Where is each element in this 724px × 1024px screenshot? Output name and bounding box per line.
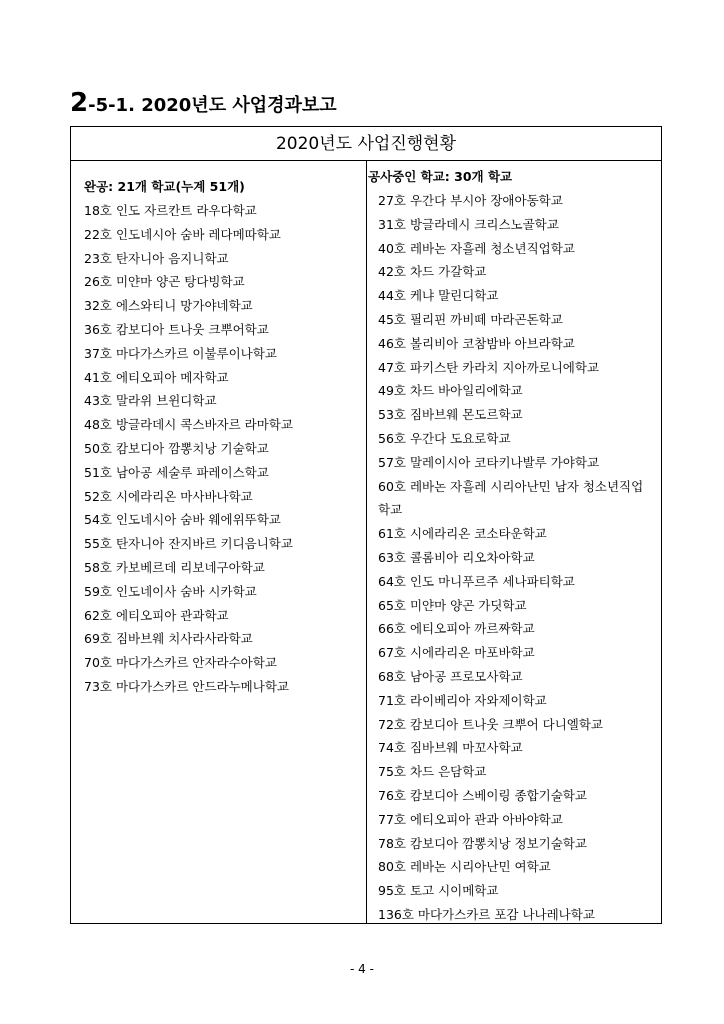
completed-list xyxy=(84,199,359,699)
list-item: 63호 콜롬비아 리오차아학교 xyxy=(378,549,535,565)
list-item: 66호 에티오피아 까르짜학교 xyxy=(378,621,535,637)
progress-table xyxy=(70,126,662,924)
list-item: 47호 파키스탄 카라치 지아까로니에학교 xyxy=(378,359,600,375)
list-item: 46호 볼리비아 코참밤바 아브라학교 xyxy=(378,335,575,351)
list-item: 26호 미얀마 양곤 탕다빙학교 xyxy=(84,274,245,290)
list-item: 18호 인도 자르칸트 라우다학교 xyxy=(84,203,257,218)
list-item: 59호 인도네이사 숨바 시카학교 xyxy=(84,583,257,599)
list-item: 57호 말레이시아 코타키나발루 가야학교 xyxy=(378,454,600,470)
section-title: 2020년도 사업경과보고 xyxy=(141,95,337,116)
list-item: 56호 우간다 도요로학교 xyxy=(378,430,511,446)
list-item: 69호 짐바브웨 치사라사라학교 xyxy=(84,631,253,647)
list-item: 36호 캄보디아 트나웃 크뿌어학교 xyxy=(84,321,269,337)
list-item: 68호 남아공 프로모사학교 xyxy=(378,668,523,684)
list-item: 55호 탄자니아 잔지바르 키디음니학교 xyxy=(84,536,293,552)
list-item: 76호 캄보디아 스베이링 종합기술학교 xyxy=(378,787,587,803)
list-item: 31호 방글라데시 크리스노골학교 xyxy=(378,216,559,232)
list-item: 73호 마다가스카르 안드라누메나학교 xyxy=(84,678,289,694)
list-item: 44호 케냐 말린디학교 xyxy=(378,288,499,304)
list-item: 48호 방글라데시 콕스바자르 라마학교 xyxy=(84,417,293,433)
list-item-text: 60호 레바논 자흘레 시리아난민 남자 청소년직업학교 xyxy=(378,478,644,518)
in-progress-column xyxy=(368,165,658,927)
list-item: 95호 토고 시이메학교 xyxy=(378,883,499,899)
completed-column xyxy=(84,175,359,699)
list-item: 64호 인도 마니푸르주 세나파티학교 xyxy=(378,573,575,589)
list-item: 43호 말라위 브윈디학교 xyxy=(84,393,217,409)
list-item: 58호 카보베르데 리보네구아학교 xyxy=(84,559,265,575)
list-item: 40호 레바논 자흘레 청소년직업학교 xyxy=(378,240,575,256)
section-heading xyxy=(70,88,337,118)
column-divider xyxy=(366,161,367,923)
in-progress-list xyxy=(368,189,658,927)
list-item: 72호 캄보디아 트나웃 크뿌어 다니엘학교 xyxy=(378,716,603,732)
list-item: 51호 남아공 세술루 파레이스학교 xyxy=(84,464,269,480)
list-item: 74호 짐바브웨 마꼬사학교 xyxy=(378,740,523,756)
list-item: 50호 캄보디아 깜뽕치낭 기술학교 xyxy=(84,440,269,456)
in-progress-heading: 공사중인 학교: 30개 학교 xyxy=(368,169,513,184)
list-item: 23호 탄자니아 음지니학교 xyxy=(84,250,229,266)
list-item: 61호 시에라리온 코소타운학교 xyxy=(378,526,547,542)
list-item: 77호 에티오피아 관과 아바야학교 xyxy=(378,811,563,827)
list-item: 67호 시에라리온 마포바학교 xyxy=(378,645,535,661)
list-item: 42호 차드 가갈학교 xyxy=(378,264,487,280)
list-item: 75호 차드 은담학교 xyxy=(378,764,487,780)
page-number: - 4 - xyxy=(350,962,374,976)
list-item: 80호 레바논 시리아난민 여학교 xyxy=(378,859,551,875)
table-title: 2020년도 사업진행현황 xyxy=(71,127,661,161)
list-item: 62호 에티오피아 관과학교 xyxy=(84,607,229,623)
list-item: 32호 에스와티니 망가야네학교 xyxy=(84,298,253,314)
completed-heading: 완공: 21개 학교(누계 51개) xyxy=(84,179,245,194)
section-number-minor: -5-1. xyxy=(88,95,135,116)
list-item: 52호 시에라리온 마사바나학교 xyxy=(84,488,253,504)
list-item xyxy=(368,475,650,523)
list-item: 70호 마다가스카르 안자라수아학교 xyxy=(84,655,277,671)
list-item: 27호 우간다 부시아 장애아동학교 xyxy=(378,193,563,208)
section-number-major: 2 xyxy=(70,88,89,118)
list-item: 45호 필리핀 까비떼 마라곤돈학교 xyxy=(378,311,563,327)
list-item: 53호 짐바브웨 몬도르학교 xyxy=(378,407,523,423)
list-item: 41호 에티오피아 메자학교 xyxy=(84,369,229,385)
list-item: 49호 차드 바아일리에학교 xyxy=(378,383,523,399)
list-item: 78호 캄보디아 깜뽕치낭 정보기술학교 xyxy=(378,835,587,851)
list-item: 136호 마다가스카르 포감 나나레나학교 xyxy=(378,906,595,922)
list-item: 65호 미얀마 양곤 가딧학교 xyxy=(378,597,527,613)
list-item: 37호 마다가스카르 이불루이나학교 xyxy=(84,345,277,361)
list-item: 54호 인도네시아 숨바 웨에위뚜학교 xyxy=(84,512,281,528)
list-item: 71호 라이베리아 자와제이학교 xyxy=(378,692,547,708)
list-item: 22호 인도네시아 숨바 레다메따학교 xyxy=(84,226,281,242)
